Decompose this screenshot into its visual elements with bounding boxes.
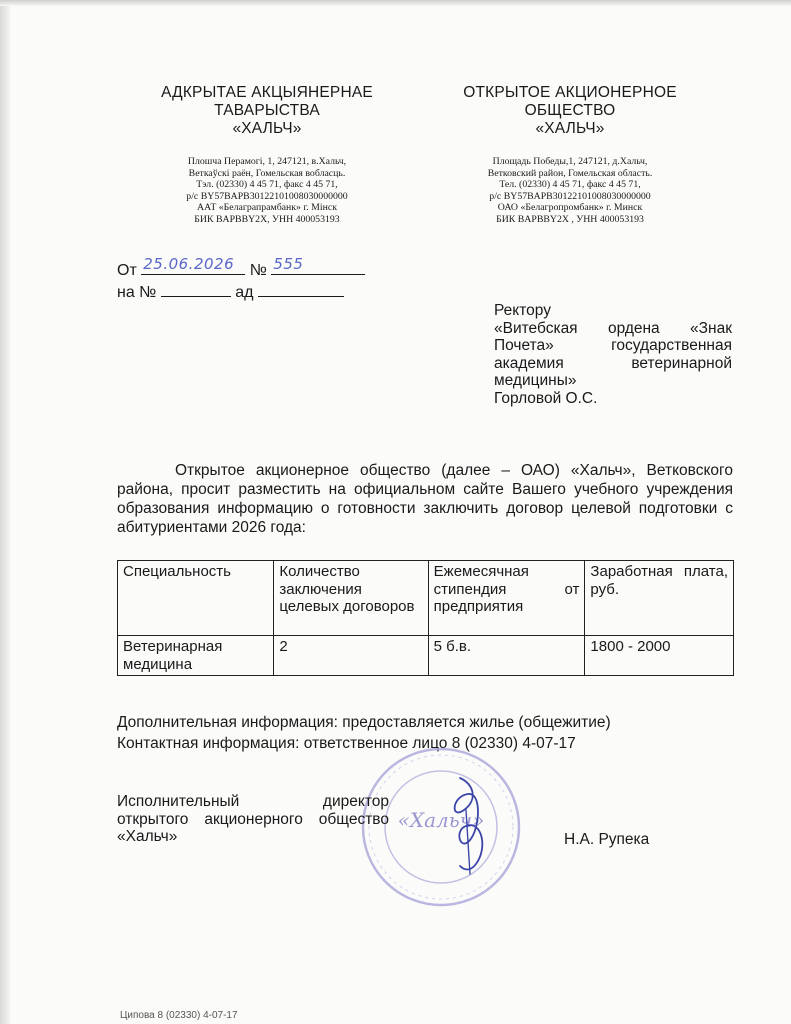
signer-title-line: «Хальч» (117, 828, 178, 845)
table-cell: 2 (274, 636, 428, 676)
table-header-row (118, 561, 734, 636)
from-label: От (117, 262, 137, 279)
detail-line: Площадь Победы,1, 247121, д.Хальч, (492, 156, 648, 167)
handwritten-number: 555 (273, 255, 304, 273)
handwritten-date: 25.06.2026 (143, 255, 235, 273)
table-row (118, 636, 734, 676)
on-number-label: на № (117, 284, 157, 301)
org-name-be (117, 84, 417, 138)
header-belarusian (117, 84, 417, 226)
detail-line: БИК BAPBBY2X, УНН 400053193 (194, 213, 340, 225)
incoming-date-field (258, 280, 344, 297)
contact-info: Контактная информация: ответственное лицо 8 (02330) 4-07-17 (117, 735, 576, 752)
handwritten-signature (430, 770, 510, 880)
detail-line: р/с BY57BAPB30122101008030000000 (186, 190, 348, 202)
table-header-cell: Количество заключения целевых договоров (274, 561, 428, 636)
table-header-cell: Специальность (118, 561, 274, 636)
detail-line: Веткаўскі раён, Гомельская вобласць. (188, 167, 346, 179)
detail-line: Плошча Перамогі, 1, 247121, в.Хальч, (187, 156, 347, 167)
org-name-line: АДКРЫТАЕ АКЦЫЯНЕРНАЕ (161, 84, 373, 101)
org-name-line: «ХАЛЬЧ» (535, 120, 605, 137)
table-cell: 1800 - 2000 (585, 636, 734, 676)
addressee-line: Горловой О.С. (494, 389, 598, 407)
addressee-line: «Витебская ордена «Знак (494, 319, 732, 337)
org-name-line: ОБЩЕСТВО (524, 102, 616, 119)
from-label-be: ад (235, 284, 254, 301)
outgoing-reference (117, 255, 365, 280)
scan-edge-top (0, 0, 791, 6)
signer-name: Н.А. Рупека (564, 831, 650, 848)
vacancy-table (117, 560, 734, 676)
body-paragraph: Открытое акционерное общество (далее – ОАО) «Хальч», Ветковского района, просит разместить на официальном сайте Вашего учебного учреждения образования информацию о готовности заключить договор целевой подготовки с абитуриентами 2026 года: (117, 462, 733, 536)
signer-title-line: Исполнительный директор (117, 793, 389, 810)
additional-info: Дополнительная информация: предоставляется жилье (общежитие) (117, 714, 611, 731)
addressee-line: Ректору (494, 302, 551, 319)
detail-line: р/с BY57BAPB30122101008030000000 (489, 190, 651, 202)
date-field (141, 255, 245, 275)
detail-line: БИК BAPBBY2X , УНН 400053193 (496, 213, 644, 225)
footer-note: Ципова 8 (02330) 4-07-17 (120, 1010, 238, 1021)
detail-line: Тэл. (02330) 4 45 71, факс 4 45 71, (196, 179, 338, 191)
detail-line: ААТ «Белаграпрамбанк» г. Мінск (197, 202, 337, 214)
header-russian (420, 84, 720, 226)
org-name-ru (420, 84, 720, 138)
incoming-reference (117, 280, 344, 302)
signer-title-line: открытого акционерного общество (117, 810, 389, 828)
svg-text:«Хальч»: «Хальч» (397, 808, 485, 832)
org-name-line: ТАВАРЫСТВА (214, 102, 320, 119)
number-field (271, 255, 365, 275)
org-name-line: ОТКРЫТОЕ АКЦИОНЕРНОЕ (463, 84, 677, 101)
detail-line: ОАО «Белагропромбанк» г. Минск (497, 202, 643, 214)
addressee-block (494, 302, 732, 407)
addressee-line: академия ветеринарной (494, 354, 732, 372)
table-header-cell: Заработная плата, руб. (585, 561, 734, 636)
org-name-line: «ХАЛЬЧ» (232, 120, 302, 137)
incoming-number-field (161, 280, 231, 297)
org-details-be (117, 156, 417, 226)
table-cell: Ветеринарная медицина (118, 636, 274, 676)
org-details-ru (420, 156, 720, 226)
table-cell: 5 б.в. (428, 636, 585, 676)
detail-line: Тел. (02330) 4 45 71, факс 4 45 71, (499, 179, 641, 191)
addressee-line: медицины» (494, 372, 577, 389)
signature-block (117, 793, 389, 846)
detail-line: Ветковский район, Гомельская область. (487, 167, 653, 179)
table-header-cell: Ежемесячная стипендия от предприятия (428, 561, 585, 636)
number-label: № (249, 262, 267, 279)
scan-edge-left (0, 0, 10, 1024)
addressee-line: Почета» государственная (494, 337, 732, 354)
